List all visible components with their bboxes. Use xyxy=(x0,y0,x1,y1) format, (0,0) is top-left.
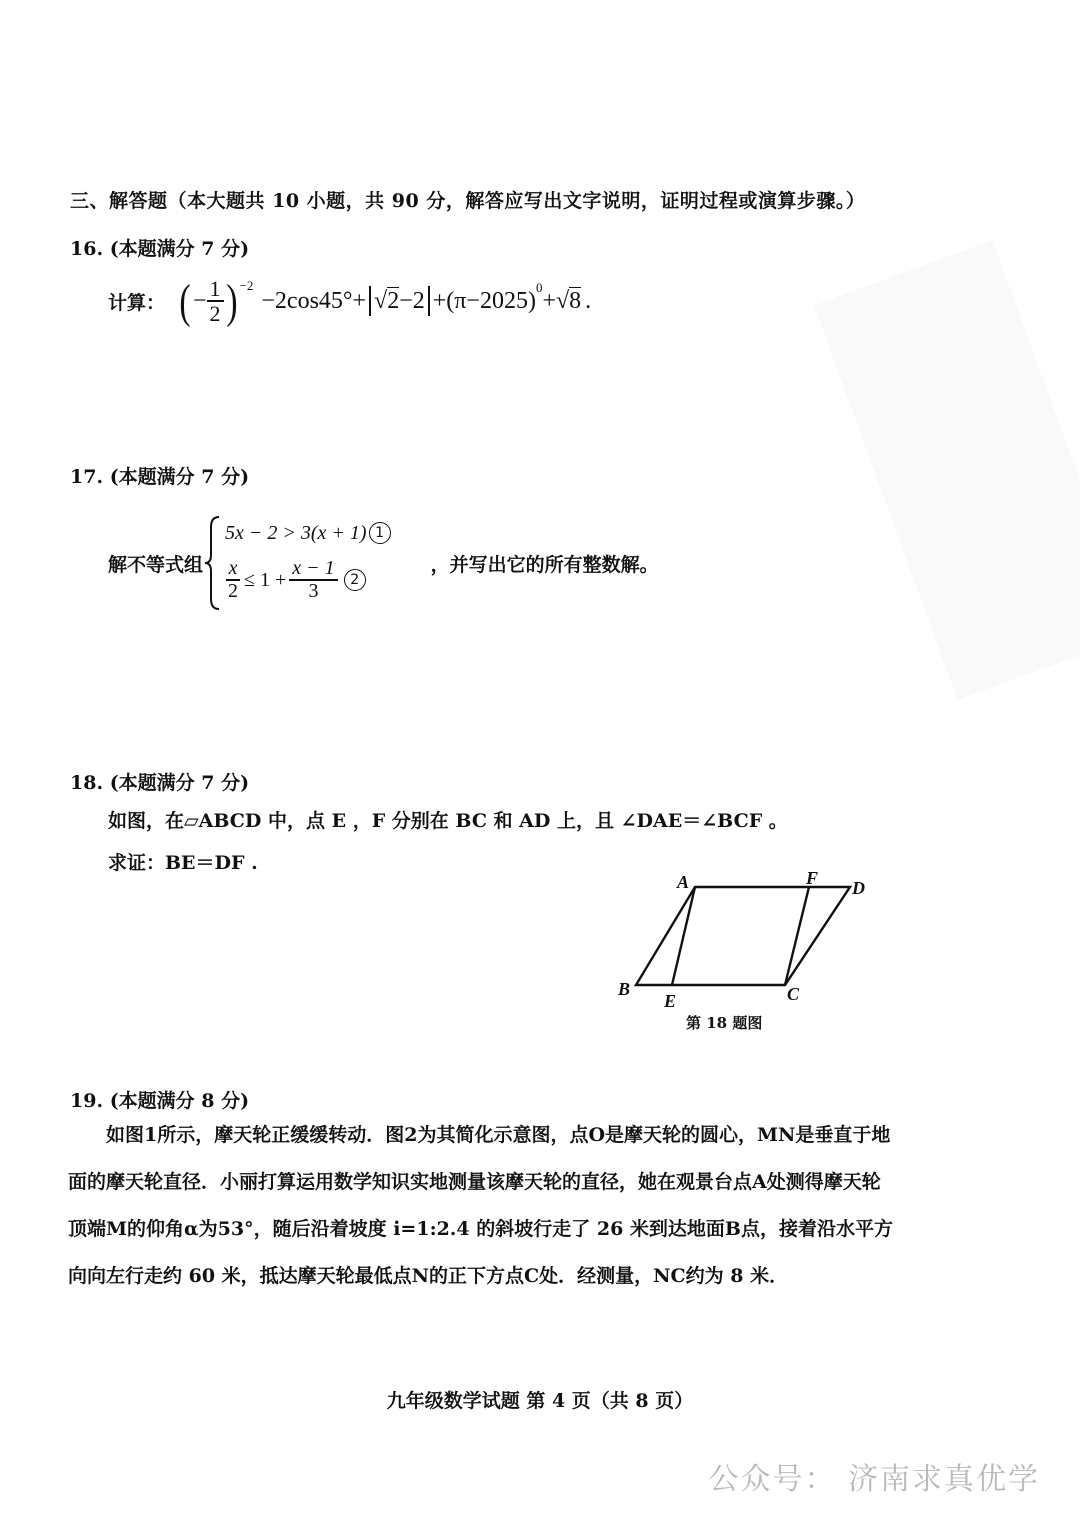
q18-figure-caption: 第 18 题图 xyxy=(686,1014,763,1032)
q16-abs-rest: −2 xyxy=(399,287,425,314)
q17-number: 17. xyxy=(70,466,104,488)
q17-problem xyxy=(108,515,659,611)
watermark: 公众号： 济南求真优学 xyxy=(708,1462,1040,1497)
q17-prompt: 解不等式组 xyxy=(108,553,204,576)
sqrt-icon: √ xyxy=(555,287,570,314)
q17-inequality-2 xyxy=(225,550,391,610)
q18-score: (本题满分 7 分) xyxy=(109,772,250,794)
paren-close: ) xyxy=(225,274,238,328)
q18-prove: 求证：BE＝DF . xyxy=(108,852,258,874)
label-f: F xyxy=(806,868,819,888)
q16-zero-exponent: 0 xyxy=(535,279,543,295)
q16-fraction xyxy=(207,277,224,325)
q16-period: . xyxy=(585,287,592,314)
q16-plus: + xyxy=(542,287,556,314)
label-c: C xyxy=(787,984,800,1004)
section-title: 三、解答题（本大题共 10 小题，共 90 分，解答应写出文字说明，证明过程或演算步骤。） xyxy=(70,190,866,212)
q19-score: (本题满分 8 分) xyxy=(109,1090,250,1112)
sqrt-icon: √ xyxy=(374,287,388,314)
q17-frac-left xyxy=(225,558,241,602)
q17-tail: ，并写出它的所有整数解。 xyxy=(430,553,659,576)
q17-frac-left-num: x xyxy=(226,558,241,581)
q16-prompt: 计算： xyxy=(108,291,166,314)
scan-smudge xyxy=(814,240,1080,700)
q16-frac-den: 2 xyxy=(209,301,221,326)
label-e: E xyxy=(664,991,677,1010)
q16-frac-num: 1 xyxy=(207,277,224,302)
paren-open: ( xyxy=(179,274,191,328)
q17-ineq2-mark: 2 xyxy=(344,569,366,591)
q17-ineq1-mark: 1 xyxy=(369,522,391,544)
page-footer: 九年级数学试题 第 4 页（共 8 页） xyxy=(386,1390,694,1412)
parallelogram-abcd xyxy=(636,887,850,985)
q18-number: 18. xyxy=(70,772,104,794)
q19-paragraph: 如图1所示，摩天轮正缓缓转动．图2为其简化示意图，点O是摩天轮的圆心，MN是垂直于地面的摩天轮直径．小丽打算运用数学知识实地测量该摩天轮的直径，她在观景台点A处测得摩天轮顶端M的仰角α为53°，随后沿着坡度 i=1:2.4 的斜坡行走了 26 米到达地面B点，接着沿水平方向向左行走约 60 米，抵达摩天轮最低点N的正下方点C处．经测量，NC约为 8 米． xyxy=(68,1124,893,1287)
segment-ae xyxy=(672,887,695,985)
q17-frac-right-den: 3 xyxy=(308,580,319,602)
q17-score: (本题满分 7 分) xyxy=(109,466,250,488)
label-a: A xyxy=(677,872,690,892)
segment-cf xyxy=(785,887,809,985)
q16-problem xyxy=(108,271,591,331)
q16-abs-value xyxy=(369,286,430,316)
q16-cos-term: −2cos45°+ xyxy=(261,287,367,314)
q17-frac-right-num: x − 1 xyxy=(289,558,337,581)
q16-score: (本题满分 7 分) xyxy=(109,238,250,260)
q17-ineq1-text: 5x − 2 > 3(x + 1) xyxy=(225,521,367,544)
q16-pi-term: +(π−2025) xyxy=(432,287,536,314)
q16-header xyxy=(70,234,249,261)
q18-figure xyxy=(600,860,890,1010)
q17-system xyxy=(225,516,391,610)
q17-header xyxy=(70,462,249,489)
label-b: B xyxy=(618,979,631,999)
q16-number: 16. xyxy=(70,238,104,260)
label-d: D xyxy=(852,878,865,898)
q19-header xyxy=(70,1086,249,1113)
q16-exponent: −2 xyxy=(239,277,254,293)
q16-abs-radicand: 2 xyxy=(387,288,400,314)
q19-number: 19. xyxy=(70,1090,104,1112)
q16-expression: ( − $\frac{1}{2}$ ) $^{-2}$ −2cos45°+ √ 2 −2 +(π−2025) $^0$ + √ 8 . xyxy=(179,274,592,328)
q17-frac-left-den: 2 xyxy=(228,580,239,602)
q16-rad8: 8 xyxy=(569,288,582,314)
q17-inequality-1 xyxy=(225,516,391,550)
brace-icon xyxy=(203,515,223,611)
q17-frac-right xyxy=(289,558,337,602)
q18-statement: 如图，在▱ABCD 中，点 E ，F 分别在 BC 和 AD 上，且 ∠DAE＝∠BCF 。 xyxy=(108,810,788,832)
q18-header xyxy=(70,768,249,795)
q17-ineq2-mid: ≤ 1 + xyxy=(244,568,287,591)
